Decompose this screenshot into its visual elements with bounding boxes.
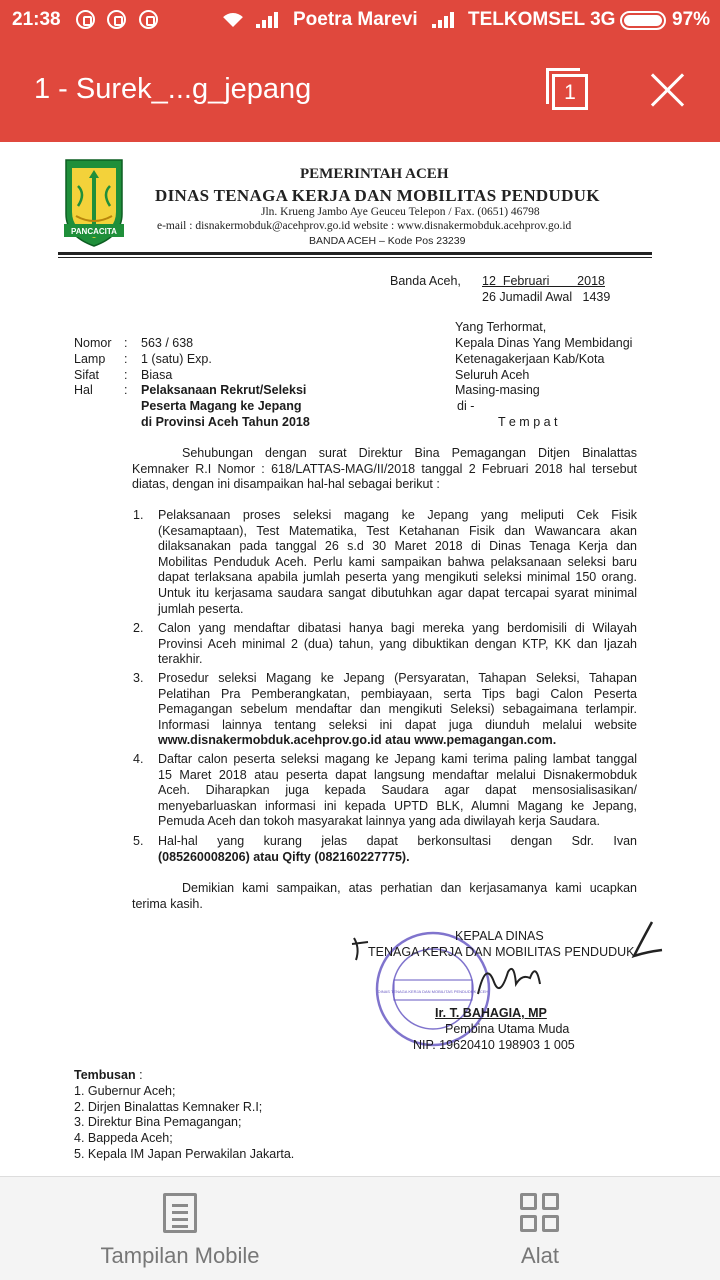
- recipient-line: Masing-masing: [455, 383, 540, 397]
- document-icon: [163, 1193, 197, 1233]
- subject-line: di Provinsi Aceh Tahun 2018: [141, 415, 310, 429]
- item-number: 4.: [133, 752, 144, 766]
- carrier-2: TELKOMSEL 3G: [468, 9, 616, 30]
- document-viewer[interactable]: [0, 142, 720, 1176]
- close-button[interactable]: [648, 70, 688, 110]
- paragraph-line: Provinsi Aceh minimal 2 (dua) tahun, yang dibuktikan dengan KTP, KK dan Ijazah: [158, 636, 637, 651]
- paragraph-line: jumlah peserta.: [158, 601, 244, 616]
- paragraph-line: Aceh. Diharapkan juga kepada Saudara agar dapat mensosialisasikan/: [158, 783, 637, 798]
- signal-icon: [432, 12, 456, 28]
- grid-icon: [520, 1193, 560, 1233]
- cc-colon: :: [135, 1068, 143, 1082]
- paragraph-line: Kemnaker R.I Nomor : 618/LATTAS-MAG/II/2018 tanggal 2 Februari 2018 hal tersebut: [132, 461, 637, 476]
- carrier-1: Poetra Marevi: [293, 9, 418, 30]
- document-page: [0, 142, 720, 1176]
- paragraph-line: Calon yang mendaftar dibatasi hanya bagi mereka yang berdomisili di Wilayah: [158, 621, 637, 635]
- pancacita-logo: [62, 156, 126, 248]
- cc-item: 2. Dirjen Binalattas Kemnaker R.I;: [74, 1100, 263, 1114]
- list-item: [158, 834, 637, 865]
- letterhead-contact: e-mail : disnakermobduk@acehprov.go.id website : www.disnakermobduk.acehprov.go.id: [157, 220, 572, 232]
- signatory-title: KEPALA DINAS: [455, 929, 544, 943]
- mobile-view-button[interactable]: [0, 1177, 360, 1280]
- subject-line: Peserta Magang ke Jepang: [141, 399, 302, 413]
- meta-colon: :: [124, 368, 128, 382]
- item-number: 3.: [133, 671, 144, 685]
- paragraph-line: terima kasih.: [132, 896, 203, 911]
- paragraph-line: Demikian kami sampaikan, atas perhatian dan kerjasamanya kami ucapkan: [182, 881, 637, 895]
- list-item: [158, 508, 637, 617]
- paragraph-line: Mobilitas Penduduk Aceh. Perlu kami sampaikan bahwa pelaksanaan seleksi baru: [158, 554, 637, 569]
- bottom-bar: [0, 1176, 720, 1280]
- whatsapp-icon: [107, 10, 126, 29]
- recipient-line: Ketenagakerjaan Kab/Kota: [455, 352, 605, 366]
- wifi-icon: [221, 11, 245, 29]
- subject-line: Pelaksanaan Rekrut/Seleksi: [141, 383, 307, 397]
- status-bar: [0, 0, 720, 40]
- letterhead-rule-thin: [58, 257, 652, 258]
- letterhead-address: Jln. Krueng Jambo Aye Geuceu Telepon / Fax. (0651) 46798: [261, 206, 540, 218]
- paragraph-line: (085260008206) atau Qifty (082160227775).: [158, 849, 410, 864]
- cc-item: 3. Direktur Bina Pemagangan;: [74, 1115, 242, 1129]
- meta-key: Hal: [74, 383, 93, 397]
- meta-colon: :: [124, 383, 128, 397]
- paragraph-line: dilaksanakan pada tanggal 26 s.d 30 Maret 2018 di Dinas Tenaga Kerja dan: [158, 539, 637, 554]
- item-number: 5.: [133, 834, 144, 848]
- signature: [470, 954, 550, 1004]
- logo-text: PANCACITA: [71, 227, 117, 236]
- recipient-line: Seluruh Aceh: [455, 368, 530, 382]
- letterhead-rule: [58, 252, 652, 255]
- closing-paragraph: [132, 881, 637, 912]
- letter-place: Banda Aceh,: [390, 274, 461, 288]
- paragraph-line: Pemagangan sebelum mendaftar dan mengikuti Seleksi) sebagaimana terlampir.: [158, 702, 637, 717]
- paragraph-line: (Kesamaptaan), Test Matematika, Test Ketahanan Fisik dan Wawancara akan: [158, 523, 637, 538]
- document-title: 1 - Surek_...g_jepang: [34, 73, 312, 105]
- cc-heading: [74, 1068, 143, 1084]
- signatory-office: TENAGA KERJA DAN MOBILITAS PENDUDUK: [368, 945, 635, 959]
- battery-level: 97%: [672, 9, 711, 30]
- cc-item: 5. Kepala IM Japan Perwakilan Jakarta.: [74, 1147, 295, 1161]
- signatory-name: Ir. T. BAHAGIA, MP: [435, 1006, 547, 1020]
- mobile-view-label: Tampilan Mobile: [100, 1243, 260, 1268]
- recipient-di: di -: [457, 399, 475, 413]
- signatory-nip: NIP. 19620410 198903 1 005: [413, 1038, 575, 1052]
- meta-value: Biasa: [141, 368, 173, 382]
- meta-value: 1 (satu) Exp.: [141, 352, 212, 366]
- letterhead-line2: DINAS TENAGA KERJA DAN MOBILITAS PENDUDUK: [155, 186, 600, 205]
- tabs-button[interactable]: [546, 68, 590, 112]
- letter-date: 12 Februari 2018: [482, 274, 605, 288]
- meta-value: 563 / 638: [141, 336, 194, 350]
- status-time: 21:38: [12, 9, 61, 30]
- cc-title: Tembusan: [74, 1068, 136, 1082]
- signatory-rank: Pembina Utama Muda: [445, 1022, 570, 1036]
- recipient-tempat: T e m p a t: [498, 415, 558, 429]
- opening-paragraph: [132, 446, 637, 493]
- cc-item: 4. Bappeda Aceh;: [74, 1131, 173, 1145]
- paragraph-line: Pelaksanaan proses seleksi magang ke Jepang yang meliputi Cek Fisik: [158, 508, 637, 522]
- app-bar: [0, 40, 720, 142]
- paragraph-line: menyebarluaskan informasi ini kepada UPTD BLK, Alumni Magang ke Jepang,: [158, 798, 637, 813]
- meta-key: Nomor: [74, 336, 112, 350]
- letterhead-line1: PEMERINTAH ACEH: [300, 166, 449, 182]
- paragraph-line: 15 Maret 2018 atau peserta dapat langsung mendaftar melalui Disnakermobduk: [158, 767, 637, 782]
- paragraph-line: Hal-hal yang kurang jelas dapat berkonsultasi dengan Sdr. Ivan: [158, 834, 637, 848]
- meta-colon: :: [124, 352, 128, 366]
- tab-count: 1: [552, 74, 588, 110]
- cc-item: 1. Gubernur Aceh;: [74, 1084, 176, 1098]
- item-number: 2.: [133, 621, 144, 635]
- paragraph-line: Pelatihan Pra Pemberangkatan, pembiayaan, serta Tips bagi Calon Peserta: [158, 686, 637, 701]
- paragraph-line: Informasi lainnya tentang seleksi ini dapat juga diunduh melalui website: [158, 717, 637, 732]
- battery-icon: [620, 11, 666, 30]
- whatsapp-icon: [76, 10, 95, 29]
- paragraph-line: dapat terlaksana apabila jumlah peserta yang mengikuti seleksi minimal 150 orang.: [158, 570, 637, 585]
- recipient-line: Yang Terhormat,: [455, 320, 547, 334]
- website-line: www.disnakermobduk.acehprov.go.id atau www.pemagangan.com.: [158, 733, 557, 748]
- signal-icon: [256, 12, 280, 28]
- paragraph-line: Untuk itu kerjasama saudara sangat dibutuhkan agar dapat tercapai syarat minimal: [158, 585, 637, 600]
- paragraph-line: Sehubungan dengan surat Direktur Bina Pemagangan Ditjen Binalattas: [182, 446, 637, 460]
- letter-date-hijri: 26 Jumadil Awal 1439: [482, 290, 611, 304]
- list-item: [158, 621, 637, 668]
- list-item: [158, 671, 637, 749]
- tools-button[interactable]: [360, 1177, 720, 1280]
- list-item: [158, 752, 637, 830]
- paragraph-line: diatas, dengan ini disampaikan hal-hal sebagai berikut :: [132, 477, 440, 492]
- paragraph-line: Pemuda Aceh dan tokoh masyarakat lainnya yang ada diwilayah kerja Saudara.: [158, 814, 600, 829]
- paragraph-line: Prosedur seleksi Magang ke Jepang (Persyaratan, Tahapan Seleksi, Tahapan: [158, 671, 637, 685]
- tools-label: Alat: [521, 1243, 559, 1268]
- meta-key: Sifat: [74, 368, 100, 382]
- whatsapp-icon: [139, 10, 158, 29]
- recipient-line: Kepala Dinas Yang Membidangi: [455, 336, 633, 350]
- paragraph-line: terakhir.: [158, 652, 203, 667]
- meta-key: Lamp: [74, 352, 106, 366]
- item-number: 1.: [133, 508, 144, 522]
- paragraph-line: Daftar calon peserta seleksi magang ke Jepang kami terima paling lambat tanggal: [158, 752, 637, 766]
- letterhead-postcode: BANDA ACEH – Kode Pos 23239: [309, 235, 466, 247]
- stamp-text: DINAS TENAGA KERJA DAN MOBILITAS PENDUDUK ACEH: [377, 989, 489, 994]
- meta-colon: :: [124, 336, 128, 350]
